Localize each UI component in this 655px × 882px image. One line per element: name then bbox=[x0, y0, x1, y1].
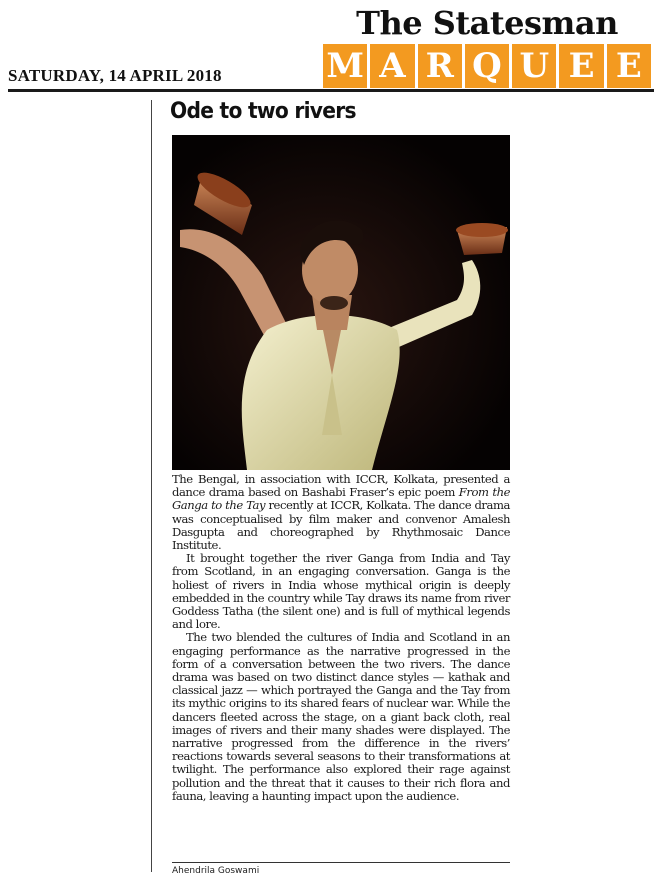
paragraph: The Bengal, in association with ICCR, Kolkata, presented a dance drama based on Bashabi Fraser’s epic poem From the Ganga to the Tay recently at ICCR, Kolkata. The dance drama was conceptualised by film maker and convenor Amalesh Dasgupta and choreographed by Rhythmosaic Dance Institute. bbox=[172, 472, 510, 553]
masthead-rule bbox=[8, 89, 654, 92]
column-rule bbox=[151, 100, 152, 872]
paragraph: It brought together the river Ganga from India and Tay from Scotland, in an engaging conversation. Ganga is the holiest of rivers in India whose mythical origin is deeply embedded in the country while Tay draws its name from river Goddess Tatha (the silent one) and is full of mythical legends and lore. bbox=[172, 551, 510, 632]
article-headline: Ode to two rivers bbox=[170, 99, 356, 124]
article-body bbox=[172, 473, 510, 803]
logo-letter: E bbox=[559, 44, 603, 88]
statesman-marquee-logo bbox=[323, 4, 651, 88]
logo-title: The Statesman bbox=[356, 4, 618, 42]
dancer-illustration bbox=[172, 135, 510, 470]
byline: Ahendrila Goswami bbox=[172, 866, 260, 876]
logo-letter: Q bbox=[465, 44, 509, 88]
paragraph: The two blended the cultures of India and Scotland in an engaging performance as the narrative progressed in the form of a conversation between the two rivers. The dance drama was based on two distinct dance styles — kathak and classical jazz — which portrayed the Ganga and the Tay from its mythic origins to its shared fears of nuclear war. While the dancers fleeted across the stage, on a giant back cloth, real images of rivers and their many shades were displayed. The narrative progressed from the difference in the rivers’ reactions towards several seasons to their transformations at twilight. The performance also explored their rage against pollution and the threat that it causes to their rich flora and fauna, leaving a haunting impact upon the audience. bbox=[172, 630, 510, 803]
byline-rule bbox=[172, 862, 510, 863]
logo-letter: R bbox=[418, 44, 462, 88]
logo-marquee-row bbox=[323, 44, 651, 88]
logo-letter: M bbox=[323, 44, 367, 88]
logo-letter: A bbox=[370, 44, 414, 88]
logo-letter: U bbox=[512, 44, 556, 88]
dancer-photo bbox=[172, 135, 510, 470]
issue-date: SATURDAY, 14 APRIL 2018 bbox=[8, 66, 222, 85]
logo-letter: E bbox=[607, 44, 651, 88]
poem-title: From the Ganga to the Tay bbox=[172, 485, 510, 513]
